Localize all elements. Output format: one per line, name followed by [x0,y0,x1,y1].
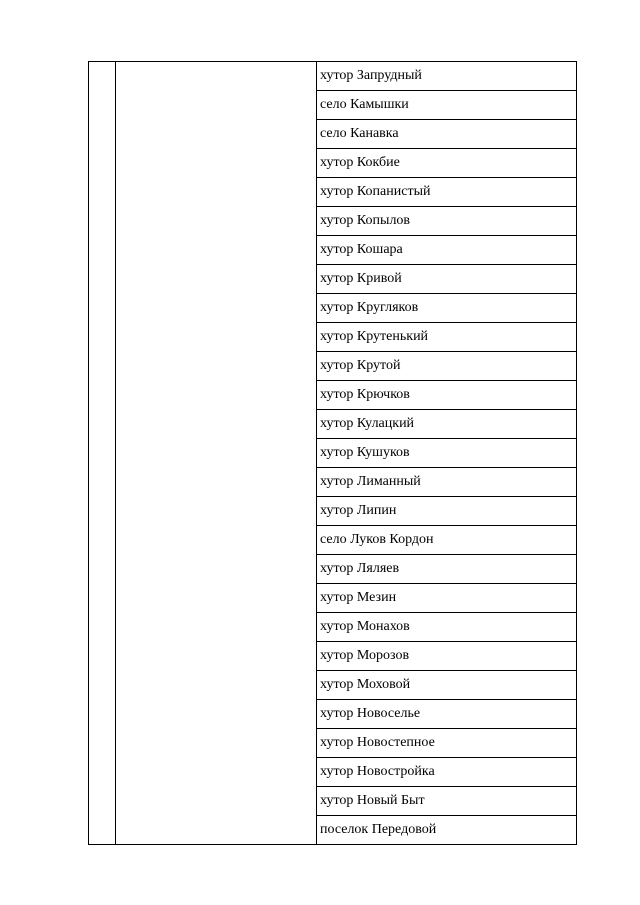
settlement-name-cell: хутор Кокбие [317,149,577,178]
settlement-name-cell: хутор Ляляев [317,555,577,584]
settlement-name-cell: хутор Копылов [317,207,577,236]
settlement-name-cell: хутор Кругляков [317,294,577,323]
settlement-name-cell: хутор Копанистый [317,178,577,207]
settlements-table-body [89,62,577,845]
settlement-name-cell: хутор Новостройка [317,758,577,787]
settlement-name-cell: хутор Лиманный [317,468,577,497]
number-cell [89,62,116,845]
settlement-name-cell: хутор Моховой [317,671,577,700]
settlement-name-cell: село Камышки [317,91,577,120]
district-cell [116,62,317,845]
settlement-name-cell: хутор Крутой [317,352,577,381]
settlement-name-cell: хутор Кошара [317,236,577,265]
settlement-name-cell: хутор Новостепное [317,729,577,758]
settlement-name-cell: хутор Кушуков [317,439,577,468]
settlement-name-cell: хутор Морозов [317,642,577,671]
settlement-name-cell: хутор Кулацкий [317,410,577,439]
settlement-name-cell: хутор Новоселье [317,700,577,729]
settlement-name-cell: хутор Кривой [317,265,577,294]
settlement-name-cell: хутор Мезин [317,584,577,613]
settlement-name-cell: хутор Крючков [317,381,577,410]
table-row [89,62,577,91]
settlement-name-cell: село Луков Кордон [317,526,577,555]
settlements-table [88,61,577,845]
settlement-name-cell: хутор Запрудный [317,62,577,91]
settlement-name-cell: село Канавка [317,120,577,149]
settlement-name-cell: хутор Монахов [317,613,577,642]
settlement-name-cell: хутор Крутенький [317,323,577,352]
settlement-name-cell: хутор Липин [317,497,577,526]
settlement-name-cell: хутор Новый Быт [317,787,577,816]
settlement-name-cell: поселок Передовой [317,816,577,845]
